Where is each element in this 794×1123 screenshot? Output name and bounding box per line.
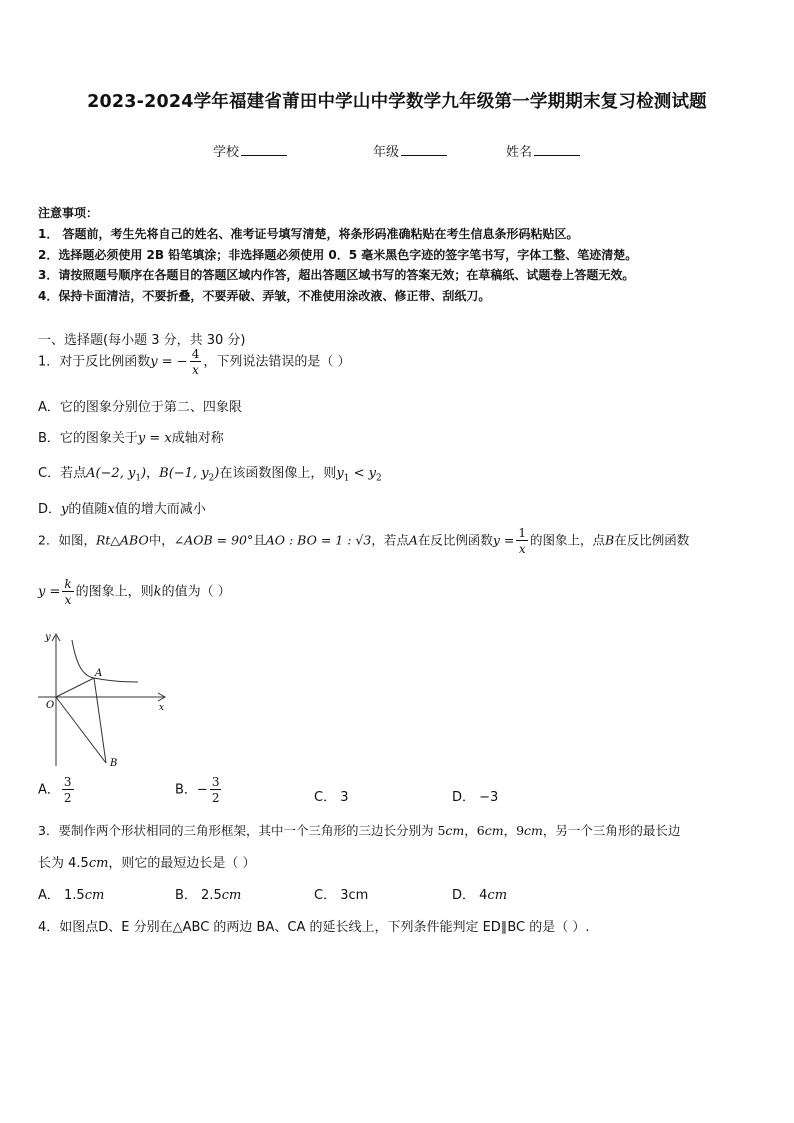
q3-len3: 9 [516,823,525,838]
grade-field[interactable] [373,141,447,160]
q2-angle: ∠AOB = 90° [173,532,254,548]
q1-c-lt: < y [349,466,376,481]
name-field[interactable] [506,141,580,160]
q2-frac1 [516,527,528,555]
q1-c-close1: ) [141,466,147,481]
q1-c-sub3: 1 [343,473,350,484]
q2-t6: 的图象上，点 [530,532,606,548]
q2-t5: 在反比例函数 [417,532,493,548]
note-item-3: 3．请按照题号顺序在各题目的答题区域内作答，超出答题区域书写的答案无效；在草稿纸、试题卷上答题无效。 [38,268,635,282]
school-blank[interactable] [241,143,287,156]
q1-c-point-a: A(−2, y [86,466,136,481]
q3-d-val: D． 4 [452,888,488,903]
question-3-stem-line2 [38,852,256,871]
q3-unit4: cm [88,856,109,871]
q1-stem-post: ，下列说法错误的是（ ） [203,354,351,370]
q1-c-close2: ) [214,466,220,481]
fig-label-o: O [46,700,55,711]
q1-c-sub1: 1 [135,473,142,484]
q3-option-b[interactable] [175,884,241,903]
q3-sep2: ， [503,823,517,838]
q1-b-post: 成轴对称 [171,431,224,446]
fig-label-x: x [159,703,165,713]
q1-d-y: y [61,502,69,517]
q2-t3: 且 [253,532,266,548]
school-field[interactable] [213,141,287,160]
q1-c-sub2: 2 [208,473,215,484]
name-blank[interactable] [534,143,580,156]
q3-line2-post: ，则它的最短边长是（ ） [108,856,256,871]
q3-a-val: A． 1.5 [38,888,85,903]
section-heading: 一、选择题(每小题 3 分，共 30 分) [38,333,246,348]
q1-c-sub4: 2 [375,473,382,484]
q1-c-mid: 在该函数图像上，则 [219,466,337,481]
q1-c-sep: ， [146,466,160,481]
q3-option-d[interactable] [452,884,507,903]
grade-label: 年级 [373,145,400,160]
q2-frac2-num: k [64,577,72,591]
fig-label-y: y [45,632,51,643]
q2-a-label: A． [38,782,60,798]
name-label: 姓名 [506,145,533,160]
q2-line2-text: 的图象上，则 [75,584,154,600]
q2-a-num: 3 [63,775,72,789]
q3-post: ，另一个三角形的最长边 [542,823,681,838]
q1-option-c[interactable] [38,462,382,484]
q2-a-frac [62,776,74,804]
q3-pre: 3．要制作两个形状相同的三角形框架，其中一个三角形的三边长分别为 [38,823,438,838]
q1-option-b[interactable] [38,427,224,446]
q1-d-pre: D． [38,502,62,517]
q2-point-b: B [605,532,615,548]
q1-frac-den: x [192,363,199,377]
q1-b-pre: B．它的图象关于 [38,431,138,446]
question-2-stem-line2 [38,578,231,606]
note-item-2: 2．选择题必须使用 2B 铅笔填涂；非选择题必须使用 0．5 毫米黑色字迹的签字笔书写，字体工整、笔迹清楚。 [38,248,638,262]
note-item-1: 1． 答题前，考生先将自己的姓名、准考证号填写清楚，将条形码准确粘贴在考生信息条形码粘贴区。 [38,227,579,241]
q2-option-b[interactable] [175,776,223,804]
fig-label-a: A [95,668,103,679]
q3-b-val: B． 2.5 [175,888,222,903]
note-item-4: 4．保持卡面清洁，不要折叠，不要弄破、弄皱，不准使用涂改液、修正带、刮纸刀。 [38,289,491,303]
q2-point-a: A [408,532,418,548]
question-4-stem: 4．如图点D、E 分别在△ABC 的两边 BA、CA 的延长线上，下列条件能判定 ED∥BC 的是（ ）. [38,920,590,935]
q1-frac-num: 4 [191,347,200,361]
q3-len1: 5 [437,823,446,838]
q3-sep1: ， [464,823,477,838]
q1-d-mid: 的值随 [68,502,108,517]
q3-unit2: cm [484,823,504,838]
q1-c-pre: C．若点 [38,466,87,481]
segment-oa [56,678,94,697]
q2-frac2 [62,578,73,606]
school-label: 学校 [213,145,240,160]
q1-c-point-b: B(−1, y [159,466,209,481]
q2-func2: y = [38,584,61,600]
q2-t1: 2．如图， [38,532,96,548]
q2-frac1-den: x [518,542,526,556]
grade-blank[interactable] [401,143,447,156]
q1-option-a[interactable]: A．它的图象分别位于第二、四象限 [38,400,242,415]
q1-d-post: 值的增大而减小 [114,502,206,517]
curve-y-1-over-x [72,640,138,682]
q3-line2-pre: 长为 4.5 [38,856,89,871]
q2-option-c[interactable]: C． 3 [314,790,349,805]
q3-a-unit: cm [84,888,105,903]
q1-function: y = − [150,354,188,370]
q2-option-a[interactable] [38,776,76,804]
q3-b-unit: cm [221,888,242,903]
q3-option-a[interactable] [38,884,104,903]
q2-t2: 中， [148,532,174,548]
q2-func1: y = [492,532,515,548]
q3-unit3: cm [524,823,543,838]
q2-b-den: 2 [211,791,220,805]
q1-stem-pre: 1．对于反比例函数 [38,354,151,370]
notes-heading: 注意事项： [38,206,99,220]
q3-unit1: cm [445,823,465,838]
question-1-stem [38,348,350,376]
q2-t7: 在反比例函数 [614,532,690,548]
q1-d-x: x [107,502,115,517]
q2-figure [34,628,169,768]
q2-b-label: B．− [175,782,208,798]
q2-b-frac [210,776,222,804]
q2-line2-end: 的值为（ ） [161,584,231,600]
fig-label-b: B [110,758,118,768]
q2-option-d[interactable]: D． −3 [452,790,499,805]
q1-fraction [190,348,202,376]
q2-t4: ，若点 [371,532,409,548]
q1-c-y1: y [336,466,344,481]
q2-frac1-num: 1 [518,526,527,540]
q2-frac2-den: x [64,593,72,607]
question-2-stem-line1 [38,527,689,555]
question-3-stem-line1 [38,821,680,839]
q2-b-num: 3 [211,775,220,789]
page-title: 2023-2024学年福建省莆田中学山中学数学九年级第一学期期末复习检测试题 [87,92,707,112]
q3-option-c[interactable]: C． 3cm [314,888,369,903]
q2-triangle: Rt△ABO [95,532,149,548]
q2-a-den: 2 [63,791,72,805]
q3-d-unit: cm [487,888,508,903]
q3-len2: 6 [476,823,485,838]
q1-b-math: y = x [137,431,172,446]
q2-k: k [153,584,162,600]
q1-option-d[interactable] [38,498,206,517]
q2-ratio: AO : BO = 1 : √3 [265,532,372,548]
